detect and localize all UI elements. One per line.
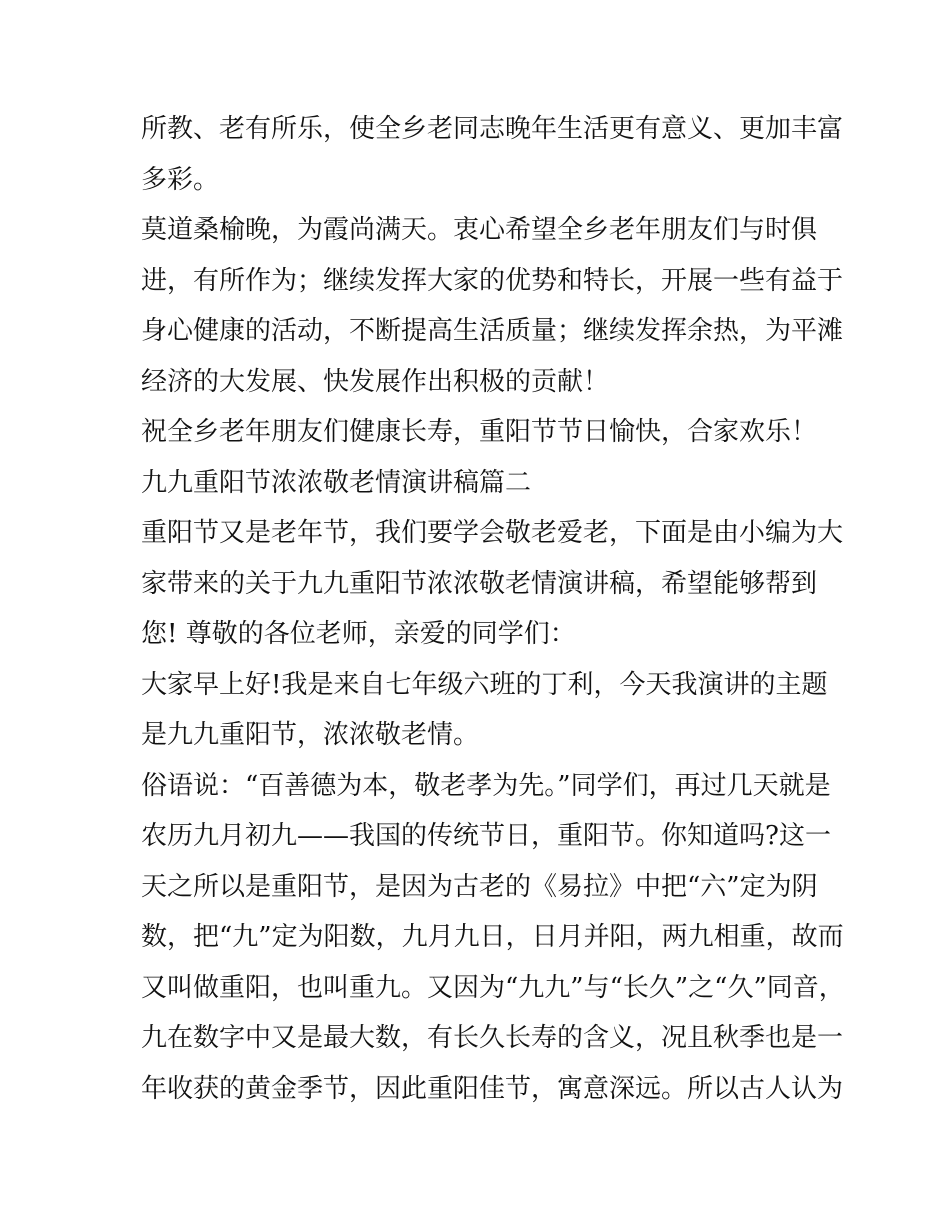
document-body-text [141, 104, 845, 1114]
text-line: 九在数字中又是最大数，有长久长寿的含义，况且秋季也是一 [141, 1023, 844, 1053]
section-heading: 九九重阳节浓浓敬老情演讲稿篇二 [141, 467, 532, 498]
text-line: 大家早上好!我是来自七年级六班的丁利，今天我演讲的主题 [141, 669, 828, 700]
text-line: 您! 尊敬的各位老师，亲爱的同学们： [141, 619, 576, 649]
text-line: 多彩。 [141, 164, 220, 195]
text-line: 俗语说：“百善德为本，敬老孝为先。”同学们，再过几天就是 [141, 770, 831, 801]
text-line: 所教、老有所乐，使全乡老同志晚年生活更有意义、更加丰富 [141, 114, 844, 144]
text-line: 天之所以是重阳节，是因为古老的《易拉》中把“六”定为阴 [141, 871, 818, 902]
text-line: 又叫做重阳，也叫重九。又因为“九九”与“长久”之“久”同音， [141, 972, 845, 1003]
text-line: 身心健康的活动，不断提高生活质量；继续发挥余热，为平滩 [141, 316, 844, 346]
text-line: 是九九重阳节，浓浓敬老情。 [141, 720, 480, 750]
text-line: 年收获的黄金季节，因此重阳佳节，寓意深远。所以古人认为 [141, 1073, 844, 1104]
text-line: 经济的大发展、快发展作出积极的贡献！ [141, 366, 610, 397]
text-line: 重阳节又是老年节，我们要学会敬老爱老，下面是由小编为大 [141, 518, 844, 548]
text-line: 莫道桑榆晚，为霞尚满天。衷心希望全乡老年朋友们与时俱 [141, 215, 818, 245]
text-line: 数，把“九”定为阳数，九月九日，日月并阳，两九相重，故而 [141, 922, 844, 952]
text-line: 农历九月初九——我国的传统节日，重阳节。你知道吗?这一 [141, 821, 831, 851]
text-line: 家带来的关于九九重阳节浓浓敬老情演讲稿，希望能够帮到 [141, 568, 818, 599]
text-line: 祝全乡老年朋友们健康长寿，重阳节节日愉快，合家欢乐！ [141, 417, 818, 447]
text-line: 进，有所作为；继续发挥大家的优势和特长，开展一些有益于 [141, 265, 844, 296]
